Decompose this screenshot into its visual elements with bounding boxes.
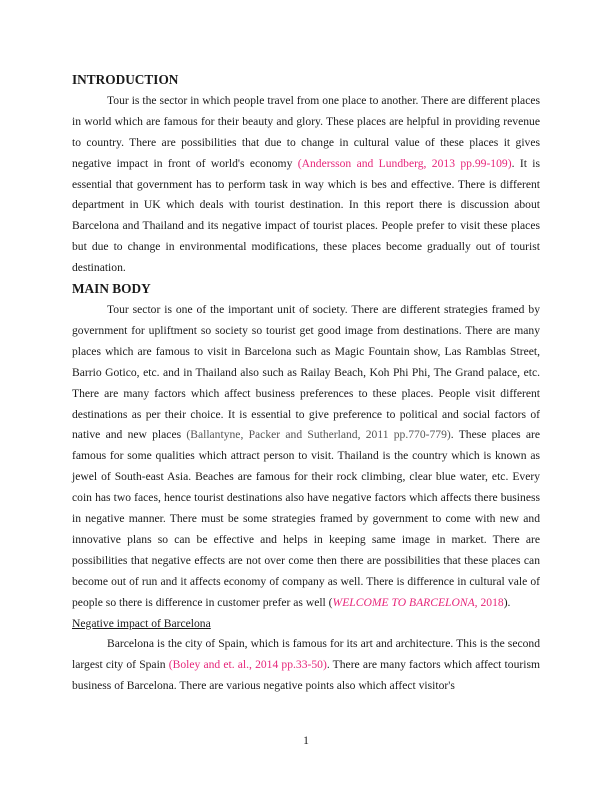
citation-andersson: (Andersson and Lundberg, 2013 pp.99-109)	[297, 156, 512, 170]
document-page	[72, 70, 540, 697]
body-text-3: ).	[503, 595, 511, 609]
barcelona-paragraph	[72, 634, 540, 697]
body-text-1: Tour sector is one of the important unit of society. There are different strategies framed by government for upliftment so society so tourist get good image from destinations. There are many places which are famous to visit in Barcelona such as Magic Fountain show, Las Ramblas Street, Barrio Gotico, etc. and in Thailand also such as Railay Beach, Koh Phi Phi, The Grand palace, etc. There are many factors which affect business preferences to these places. People visit different destinations as per their choice. It is essential to give preference to political and social factors of native and new places	[72, 302, 540, 442]
barcelona-text-1: Barcelona is the city of Spain, which is famous for its art and architecture. This is the second largest city of Spain	[72, 637, 540, 672]
intro-text-1: Tour is the sector in which people travel from one place to another. There are different places in world which are famous for their beauty and glory. These places are helpful in providing revenue to country. There are possibilities that due to change in cultural value of these places it gives negative impact in front of world's economy	[72, 93, 540, 170]
body-text-2: . These places are famous for some qualities which attract person to visit. Thailand is the country which is known as jewel of South-east Asia. Beaches are famous for their rock climbing, clear blue water, etc. Every coin has two faces, hence tourist destinations also have negative factors which affects there business in negative manner. There must be some strategies framed by government to come with new and innovative plans so can be effective and helps in keeping same image in market. There are possibilities that negative effects are not over come then there are possibilities that these places can become out of run and it affects economy of company as well. There is difference in cultural vale of people so there is difference in customer prefer as well (	[72, 428, 541, 609]
introduction-heading: INTRODUCTION	[72, 72, 179, 87]
introduction-paragraph	[72, 91, 540, 279]
citation-year: 2018	[477, 595, 504, 609]
main-body-paragraph	[72, 300, 540, 614]
main-body-heading: MAIN BODY	[72, 281, 151, 297]
page-number: 1	[303, 734, 309, 747]
intro-text-2: . It is essential that government has to perform task in way which is bes and effective. There is different department in UK which deals with tourist destination. In this report there is discussion about Barcelona and Thailand and its negative impact of tourist places. People prefer to visit these places but due to change in environmental modifications, these places become gradually out of tourist destination.	[72, 156, 541, 275]
citation-boley: (Boley and et. al., 2014 pp.33-50)	[168, 658, 327, 672]
citation-welcome-barcelona: WELCOME TO BARCELONA,	[332, 595, 478, 609]
barcelona-text-2: . There are many factors which affect tourism business of Barcelona. There are various negative points also which affect visitor's	[72, 658, 540, 693]
negative-impact-barcelona-subheading: Negative impact of Barcelona	[72, 616, 211, 630]
citation-ballantyne: (Ballantyne, Packer and Sutherland, 2011 pp.770-779)	[186, 428, 451, 442]
